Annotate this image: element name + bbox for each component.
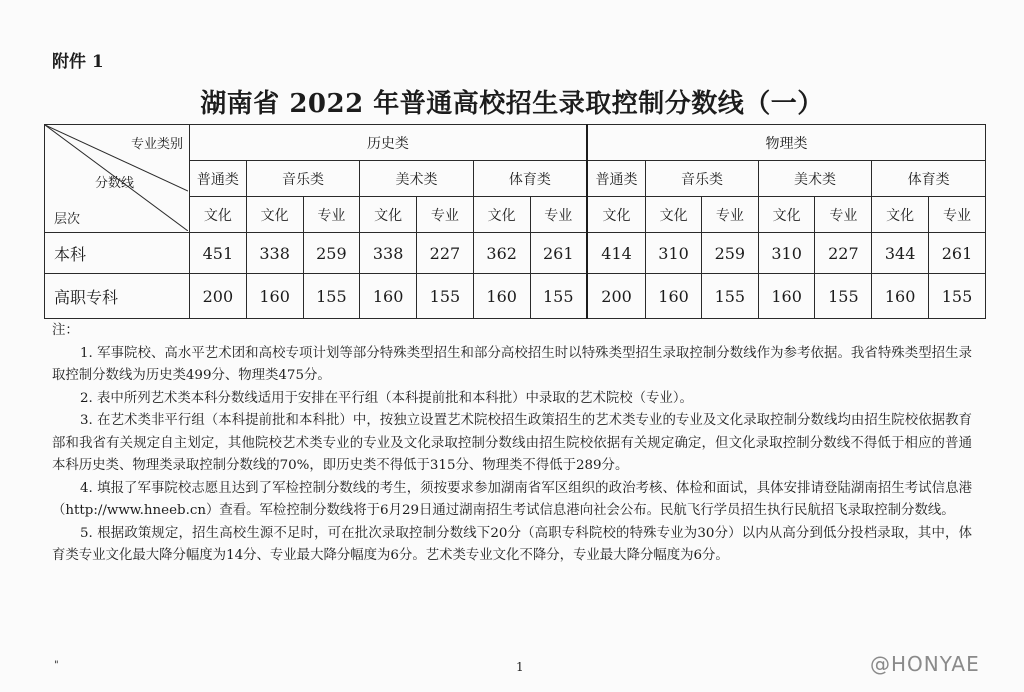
score-type-header: 文化 (246, 197, 303, 233)
subgroup-header: 美术类 (360, 161, 474, 197)
score-type-header: 文化 (872, 197, 929, 233)
subgroup-header: 音乐类 (646, 161, 759, 197)
group-header-physics: 物理类 (587, 125, 986, 161)
score-cell: 200 (587, 274, 646, 319)
score-cell: 160 (473, 274, 530, 319)
score-type-header: 专业 (701, 197, 758, 233)
score-cell: 310 (646, 233, 702, 274)
score-cell: 160 (872, 274, 929, 319)
row-label: 高职专科 (45, 274, 190, 319)
table-corner-cell (45, 125, 190, 233)
score-cell: 227 (417, 233, 474, 274)
score-cell: 160 (758, 274, 815, 319)
score-cell: 160 (246, 274, 303, 319)
score-type-header: 专业 (417, 197, 474, 233)
score-table (44, 124, 986, 319)
subgroup-header: 音乐类 (246, 161, 360, 197)
score-cell: 310 (758, 233, 815, 274)
score-type-header: 文化 (473, 197, 530, 233)
score-type-header: 文化 (189, 197, 246, 233)
score-type-header: 文化 (758, 197, 815, 233)
note-item: 1. 军事院校、高水平艺术团和高校专项计划等部分特殊类型招生和部分高校招生时以特殊类型招生录取控制分数线作为参考依据。我省特殊类型招生录取控制分数线为历史类499分、物理类475分。 (52, 345, 972, 383)
note-item: 5. 根据政策规定，招生高校生源不足时，可在批次录取控制分数线下20分（高职专科院校的特殊专业为30分）以内从高分到低分投档录取，其中，体育类专业文化最大降分幅度为14分、专业最大降分幅度为6分。艺术类专业文化不降分，专业最大降分幅度为6分。 (52, 525, 972, 563)
score-type-header: 文化 (587, 197, 646, 233)
score-cell: 414 (587, 233, 646, 274)
subgroup-header: 普通类 (189, 161, 246, 197)
subgroup-header: 体育类 (473, 161, 587, 197)
weibo-watermark: @HONYAE (870, 652, 980, 676)
score-cell: 227 (815, 233, 872, 274)
note-item: 2. 表中所列艺术类本科分数线适用于安排在平行组（本科提前批和本科批）中录取的艺术院校（专业）。 (80, 390, 693, 406)
page-number: 1 (516, 660, 524, 674)
notes-section (52, 320, 972, 568)
score-cell: 344 (872, 233, 929, 274)
score-cell: 155 (417, 274, 474, 319)
corner-label-major-category: 专业类别 (130, 137, 183, 152)
score-cell: 155 (701, 274, 758, 319)
notes-heading: 注： (52, 323, 79, 338)
attachment-label: 附件 1 (52, 52, 104, 72)
group-header-history: 历史类 (189, 125, 586, 161)
score-cell: 200 (189, 274, 246, 319)
score-cell: 362 (473, 233, 530, 274)
score-cell: 155 (929, 274, 986, 319)
score-type-header: 文化 (360, 197, 417, 233)
score-cell: 261 (929, 233, 986, 274)
score-cell: 160 (360, 274, 417, 319)
corner-label-level: 层次 (54, 212, 81, 227)
score-cell: 155 (815, 274, 872, 319)
table-row-undergraduate (45, 233, 986, 274)
score-cell: 259 (303, 233, 360, 274)
score-cell: 155 (530, 274, 587, 319)
score-type-header: 文化 (646, 197, 702, 233)
score-type-header: 专业 (530, 197, 587, 233)
note-item: 3. 在艺术类非平行组（本科提前批和本科批）中，按独立设置艺术院校招生政策招生的艺术类专业的专业及文化录取控制分数线均由招生院校依据教育部和我省有关规定自主划定，其他院校艺术类专业的专业及文化录取控制分数线由招生院校依据有关规定确定，但文化录取控制分数线不得低于相应的普通本科历史类、物理类录取控制分数线的70%，即历史类不得低于315分、物理类不得低于289分。 (52, 413, 972, 473)
score-type-header: 专业 (815, 197, 872, 233)
score-cell: 155 (303, 274, 360, 319)
subgroup-header: 美术类 (758, 161, 872, 197)
score-type-header: 专业 (929, 197, 986, 233)
corner-label-score-line: 分数线 (95, 176, 135, 191)
score-cell: 261 (530, 233, 587, 274)
score-type-header: 专业 (303, 197, 360, 233)
score-cell: 338 (360, 233, 417, 274)
score-cell: 338 (246, 233, 303, 274)
table-row-vocational (45, 274, 986, 319)
document-title: 湖南省 2022 年普通高校招生录取控制分数线（一） (200, 89, 824, 119)
subgroup-header: 普通类 (587, 161, 646, 197)
subgroup-header: 体育类 (872, 161, 986, 197)
margin-mark: " (54, 660, 59, 671)
score-cell: 451 (189, 233, 246, 274)
note-item: 4. 填报了军事院校志愿且达到了军检控制分数线的考生，须按要求参加湖南省军区组织的政治考核、体检和面试，具体安排请登陆湖南招生考试信息港（http://www.hneeb.cn）查看。军检控制分数线将于6月29日通过湖南招生考试信息港向社会公布。民航飞行学员招生执行民航招飞录取控制分数线。 (52, 480, 972, 518)
row-label: 本科 (45, 233, 190, 274)
score-cell: 259 (701, 233, 758, 274)
score-cell: 160 (646, 274, 702, 319)
